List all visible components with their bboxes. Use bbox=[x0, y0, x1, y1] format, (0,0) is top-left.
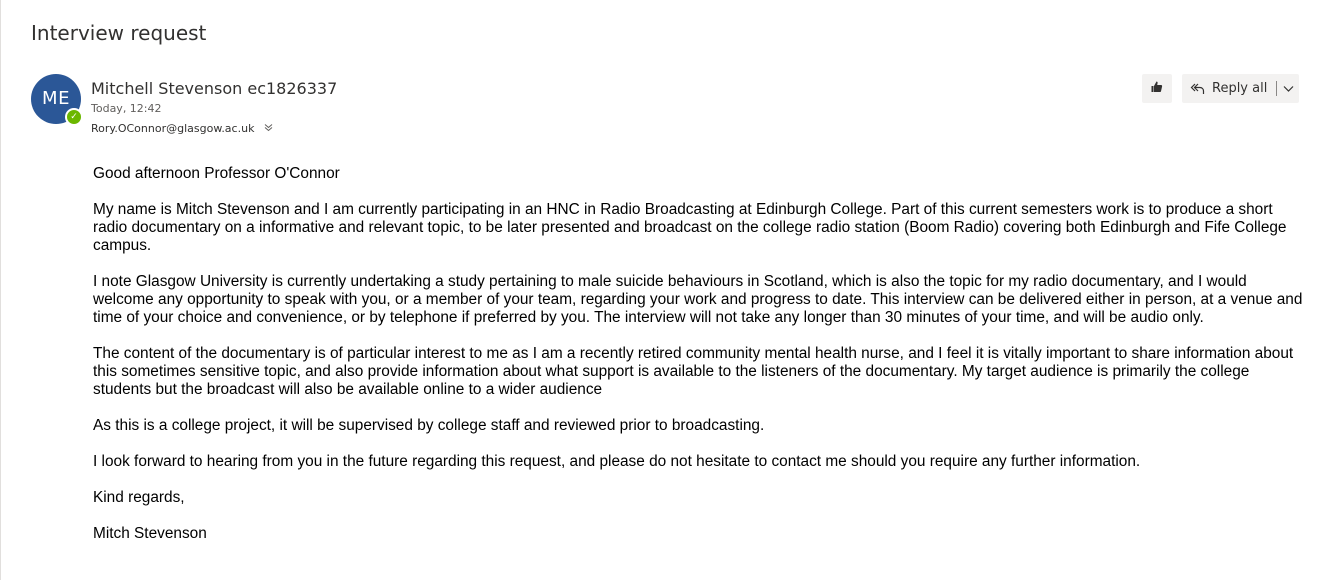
sender-avatar[interactable]: ME bbox=[31, 74, 81, 124]
body-paragraph: As this is a college project, it will be supervised by college staff and reviewed prior to broadcasting. bbox=[93, 417, 765, 434]
body-paragraph: The content of the documentary is of particular interest to me as I am a recently retired community mental health nurse, and I feel it is vitally important to share information about this sometimes sensitive topic, and also provide information about what support is available to the listeners of the documentary. My target audience is primarily the college students but the broadcast will also be available online to a wider audience bbox=[93, 345, 1294, 398]
body-paragraph: I look forward to hearing from you in the future regarding this request, and please do not hesitate to contact me should you require any further information. bbox=[93, 453, 1141, 470]
signature: Mitch Stevenson bbox=[93, 525, 207, 542]
expand-recipients-icon[interactable] bbox=[260, 124, 272, 135]
body-paragraph: My name is Mitch Stevenson and I am currently participating in an HNC in Radio Broadcasting at Edinburgh College. Part of this current semesters work is to produce a short radio documentary on a informative and relevant topic, to be later presented and broadcast on the college radio station (Boom Radio) covering both Edinburgh and Fife College campus. bbox=[93, 201, 1287, 254]
like-button[interactable] bbox=[1142, 74, 1172, 103]
reply-all-button[interactable] bbox=[1182, 74, 1299, 103]
presence-available-icon: ✓ bbox=[65, 108, 83, 126]
body-paragraph: I note Glasgow University is currently undertaking a study pertaining to male suicide behaviours in Scotland, which is also the topic for my radio documentary, and I would welcome any opportunity to speak with you, or a member of your team, regarding your work and progress to date. This interview can be delivered either in person, at a venue and time of your choice and convenience, or by telephone if preferred by you. The interview will not take any longer than 30 minutes of your time, and will be audio only. bbox=[93, 273, 1303, 326]
recipient-line bbox=[91, 121, 273, 137]
signoff: Kind regards, bbox=[93, 489, 185, 506]
message-body bbox=[93, 165, 1308, 561]
reply-all-icon bbox=[1190, 82, 1205, 96]
message-time: Today, 12:42 bbox=[91, 102, 162, 115]
thumbs-up-icon bbox=[1150, 79, 1164, 98]
message-subject: Interview request bbox=[31, 21, 207, 45]
sender-name[interactable]: Mitchell Stevenson ec1826337 bbox=[91, 79, 338, 98]
chevron-down-icon[interactable] bbox=[1283, 85, 1294, 93]
recipient-address[interactable]: Rory.OConnor@glasgow.ac.uk bbox=[91, 122, 255, 135]
pane-divider bbox=[0, 0, 1, 580]
reply-all-label: Reply all bbox=[1212, 81, 1268, 96]
greeting: Good afternoon Professor O'Connor bbox=[93, 165, 340, 182]
button-separator bbox=[1276, 81, 1277, 96]
